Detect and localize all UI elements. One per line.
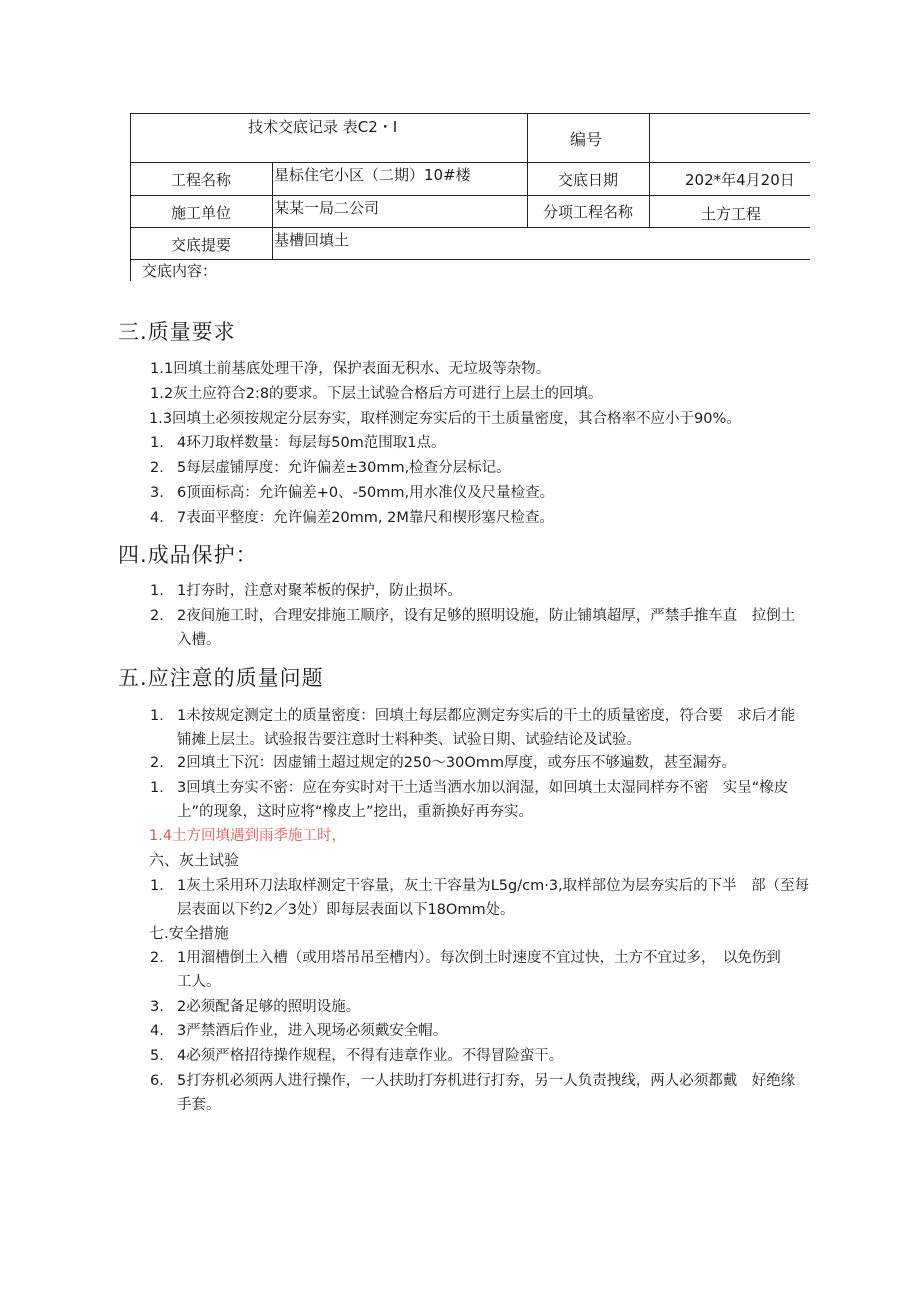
section-5-title: 五.应注意的质量问题 (118, 666, 324, 690)
s5-item-1 (150, 704, 840, 752)
subitem-value: 土方工程 (701, 205, 762, 223)
s5-item-2-text: 2回填土下沉：因虚铺土超过规定的250～30Omm厚度，或夯压不够遍数，甚至漏夯。 (177, 755, 737, 771)
s3-item-5 (150, 456, 840, 480)
table-rule-1 (130, 162, 810, 163)
s7-item-4 (150, 1044, 840, 1068)
section-7-title: 七.安全措施 (149, 924, 229, 942)
s7-item-3-num: 4. (150, 1023, 164, 1039)
s4-item-2 (150, 604, 840, 652)
briefing-date-label: 交底日期 (558, 171, 619, 189)
s3-item-1-num: 1. (150, 361, 164, 377)
s3-item-3-text: 1.3回填土必须按规定分层夯实，取样测定夯实后的干土质量密度，其合格率不应小于90%。 (149, 411, 741, 427)
s3-item-5-text: 5每层虚铺厚度：允许偏差±30mm,检查分层标记。 (177, 460, 511, 476)
s7-item-5-num: 6. (150, 1073, 164, 1089)
content-label: 交底内容： (142, 262, 218, 280)
contractor-value: 某某一局二公司 (274, 199, 380, 217)
s7-item-4-text: 4必须严格招待操作规程，不得有违章作业。不得冒险蛮干。 (177, 1048, 564, 1064)
s7-item-1 (150, 946, 840, 994)
s5-item-3-line1: 3回填土夯实不密：应在夯实时对干土适当洒水加以润湿，如回填土太湿同样夯不密 实呈“橡皮 (177, 780, 789, 796)
s3-item-1-text: 1回填土前基底处理干净，保护表面无积水、无垃圾等杂物。 (164, 361, 551, 377)
s3-item-6-num: 3. (150, 485, 164, 501)
section-3-title: 三.质量要求 (118, 320, 236, 344)
s7-item-3 (150, 1019, 840, 1043)
s3-item-4-text: 4环刀取样数量：每层每50m范围取1点。 (177, 435, 446, 451)
s3-item-4-num: 1. (150, 435, 164, 451)
s3-item-2 (150, 382, 840, 406)
s5-item-3-num: 1. (150, 780, 164, 796)
s3-item-5-num: 2. (150, 460, 164, 476)
table-col-divider-3 (649, 113, 650, 227)
table-rule-3 (130, 227, 810, 228)
contractor-label: 施工单位 (171, 204, 232, 222)
table-border-top (130, 113, 810, 114)
s3-item-1 (150, 357, 840, 381)
s5-item-3 (150, 776, 840, 824)
table-rule-4 (130, 259, 810, 260)
section-6-title: 六、灰土试验 (149, 851, 240, 869)
project-name-label: 工程名称 (171, 171, 232, 189)
s7-item-5-line1: 5打夯机必须两人进行操作，一人扶助打夯机进行打夯，另一人负责拽线，两人必须都戴 好绝缘 (177, 1073, 796, 1089)
table-border-left (130, 113, 131, 281)
table-rule-2 (130, 195, 810, 196)
s5-rainy-season-note: 1.4土方回填遇到雨季施工时， (149, 828, 347, 844)
s4-item-1-num: 1. (150, 583, 164, 599)
s4-item-1-text: 1打夯时，注意对聚苯板的保护，防止损坏。 (177, 583, 462, 599)
s3-item-7-text: 7表面平整度：允许偏差20mm, 2M靠尺和楔形塞尺检查。 (177, 510, 554, 526)
subitem-label: 分项工程名称 (543, 203, 634, 221)
briefing-date-value: 202*年4月20日 (685, 171, 795, 189)
s5-item-2-num: 2. (150, 755, 164, 771)
technical-briefing-table (130, 113, 810, 281)
s4-item-2-num: 2. (150, 608, 164, 624)
s7-item-5-line2: 手套。 (177, 1097, 221, 1113)
s6-item-1-line2: 层表面以下约2／3处）即每层表面以下18Omm处。 (177, 902, 515, 918)
s3-item-7-num: 4. (150, 510, 164, 526)
s4-item-2-line1: 2夜间施工时，合理安排施工顺序，设有足够的照明设施，防止铺填超厚，严禁手推车直 拉倒土 (177, 608, 796, 624)
s7-item-2 (150, 995, 840, 1019)
s3-item-4 (150, 431, 840, 455)
section-4-title: 四.成品保护： (118, 543, 258, 567)
s3-item-3 (150, 407, 840, 431)
s5-item-2 (150, 751, 840, 775)
s3-item-7 (150, 506, 840, 530)
s6-item-1-num: 1. (150, 878, 164, 894)
s5-item-1-line1: 1未按规定测定土的质量密度：回填土每层都应测定夯实后的干土的质量密度，符合要 求后才能 (177, 708, 796, 724)
s6-item-1-line1: 1灰土采用环刀法取样测定干容量，灰土干容量为L5g∕cm·3,取样部位为层夯实后的下半 部（至每 (177, 878, 810, 894)
s3-item-6-text: 6顶面标高：允许偏差+0、-50mm,用水准仪及尺量检查。 (177, 485, 555, 501)
s6-item-1 (150, 874, 840, 922)
s3-item-2-num: 1. (150, 386, 164, 402)
table-col-divider-2 (527, 113, 528, 227)
s5-item-1-line2: 铺摊上层土。试验报告要注意时士料种类、试验日期、试验结论及试验。 (177, 732, 641, 748)
s7-item-3-text: 3严禁酒后作业，进入现场必须戴安全帽。 (177, 1023, 448, 1039)
table-title: 技术交底记录 表C2・I (248, 118, 398, 136)
s3-item-6 (150, 481, 840, 505)
s7-item-2-text: 2必须配备足够的照明设施。 (177, 999, 361, 1015)
s7-item-1-line2: 工人。 (177, 974, 221, 990)
table-col-divider-1 (272, 162, 273, 259)
s7-item-1-num: 2. (150, 950, 164, 966)
s7-item-1-line1: 1用溜槽倒土入槽（或用塔吊吊至槽内）。每次倒土时速度不宜过快，土方不宜过多， 以免伤到 (177, 950, 781, 966)
s7-item-5 (150, 1069, 840, 1117)
s7-item-2-num: 3. (150, 999, 164, 1015)
project-name-value: 星标住宅小区（二期）10#楼 (274, 166, 471, 184)
s7-item-4-num: 5. (150, 1048, 164, 1064)
summary-value: 基槽回填土 (274, 231, 350, 249)
s4-item-2-line2: 入槽。 (177, 632, 221, 648)
s4-item-1 (150, 579, 840, 603)
s5-item-1-num: 1. (150, 708, 164, 724)
summary-label: 交底提要 (171, 236, 232, 254)
serial-number-label: 编号 (570, 130, 603, 149)
s3-item-2-text: 2灰土应符合2:8的要求。下层土试验合格后方可进行上层土的回填。 (164, 386, 603, 402)
s5-item-3-line2: 上”的现象，这时应将“橡皮上”挖出，重新换好再夯实。 (177, 804, 534, 820)
